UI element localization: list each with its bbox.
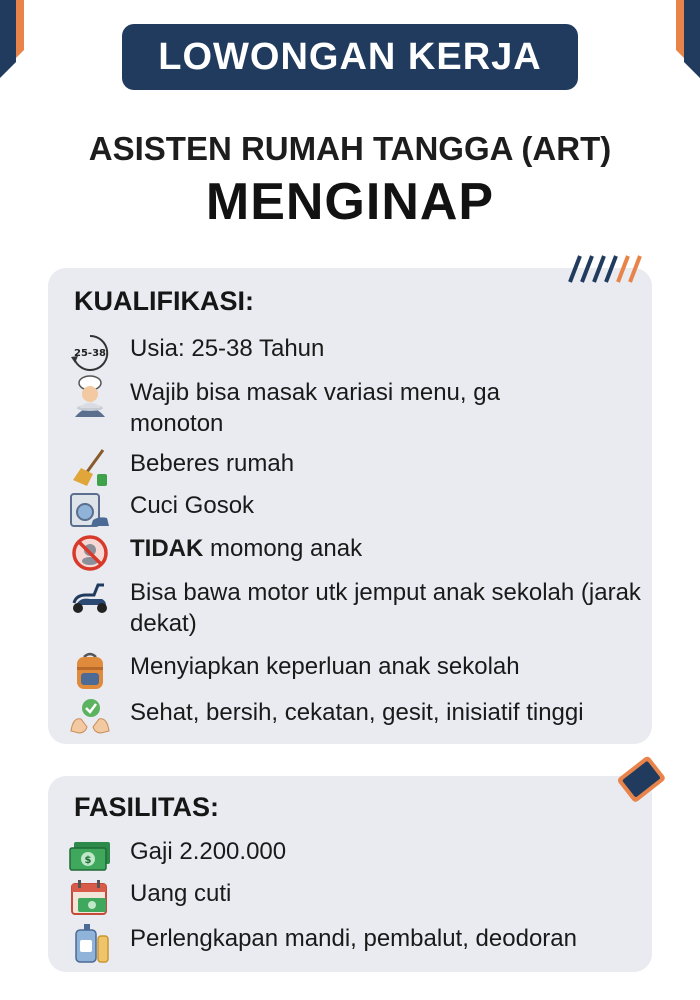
job-title: MENGINAP bbox=[205, 173, 495, 231]
qualification-text: Beberes rumah bbox=[130, 450, 295, 477]
facility-item-leave-pay bbox=[68, 878, 648, 918]
broom-icon bbox=[68, 448, 112, 488]
qualification-text: Bisa bawa motor utk jemput anak sekolah (jarak dekat) bbox=[130, 579, 641, 637]
qualification-emphasis: TIDAK bbox=[130, 535, 204, 562]
qualification-item-laundry bbox=[68, 490, 648, 530]
facility-text: Gaji 2.200.000 bbox=[130, 838, 287, 865]
qualifications-heading: KUALIFIKASI: bbox=[74, 286, 254, 316]
no-baby-icon bbox=[68, 533, 112, 573]
qualification-text: Sehat, bersih, cekatan, gesit, inisiatif tinggi bbox=[130, 699, 584, 726]
banner-text: LOWONGAN KERJA bbox=[158, 35, 542, 78]
facility-item-salary bbox=[68, 836, 648, 876]
age-icon-label: 25-38 bbox=[74, 348, 106, 359]
qualification-item-age bbox=[68, 333, 648, 373]
clean-hands-icon bbox=[68, 697, 112, 737]
stripes-decoration bbox=[564, 254, 644, 284]
qualification-item-school-prep bbox=[68, 651, 648, 691]
qualification-text bbox=[130, 533, 362, 564]
age-25-38-icon bbox=[68, 333, 112, 373]
svg-text:$: $ bbox=[84, 855, 92, 866]
qualification-item-motorbike bbox=[68, 577, 648, 639]
scooter-icon bbox=[68, 577, 112, 617]
money-icon bbox=[68, 836, 112, 876]
qualification-item-no-babysitting bbox=[68, 533, 648, 573]
qualification-text: Cuci Gosok bbox=[130, 492, 255, 519]
qualification-item-cleaning bbox=[68, 448, 648, 488]
job-subtitle: ASISTEN RUMAH TANGGA (ART) bbox=[88, 130, 612, 167]
qualification-item-cooking bbox=[68, 377, 648, 439]
qualification-text-rest: momong anak bbox=[203, 535, 363, 562]
qualification-item-traits bbox=[68, 697, 648, 737]
corner-decoration-right bbox=[670, 0, 700, 80]
backpack-icon bbox=[68, 651, 112, 691]
tablet-decoration-icon bbox=[612, 756, 672, 804]
qualification-text: Usia: 25-38 Tahun bbox=[130, 335, 325, 362]
qualification-text: Wajib bisa masak variasi menu, ga monoton bbox=[130, 379, 500, 437]
facility-item-toiletries bbox=[68, 923, 648, 963]
job-vacancy-banner bbox=[122, 24, 578, 90]
toiletries-icon bbox=[68, 923, 112, 963]
calendar-money-icon bbox=[68, 878, 112, 918]
qualification-text: Menyiapkan keperluan anak sekolah bbox=[130, 653, 520, 680]
facility-text: Uang cuti bbox=[130, 880, 232, 907]
corner-decoration-left bbox=[0, 0, 30, 80]
facilities-heading: FASILITAS: bbox=[74, 792, 219, 822]
washing-iron-icon bbox=[68, 490, 112, 530]
chef-icon bbox=[68, 377, 112, 417]
facility-text: Perlengkapan mandi, pembalut, deodoran bbox=[130, 925, 577, 952]
